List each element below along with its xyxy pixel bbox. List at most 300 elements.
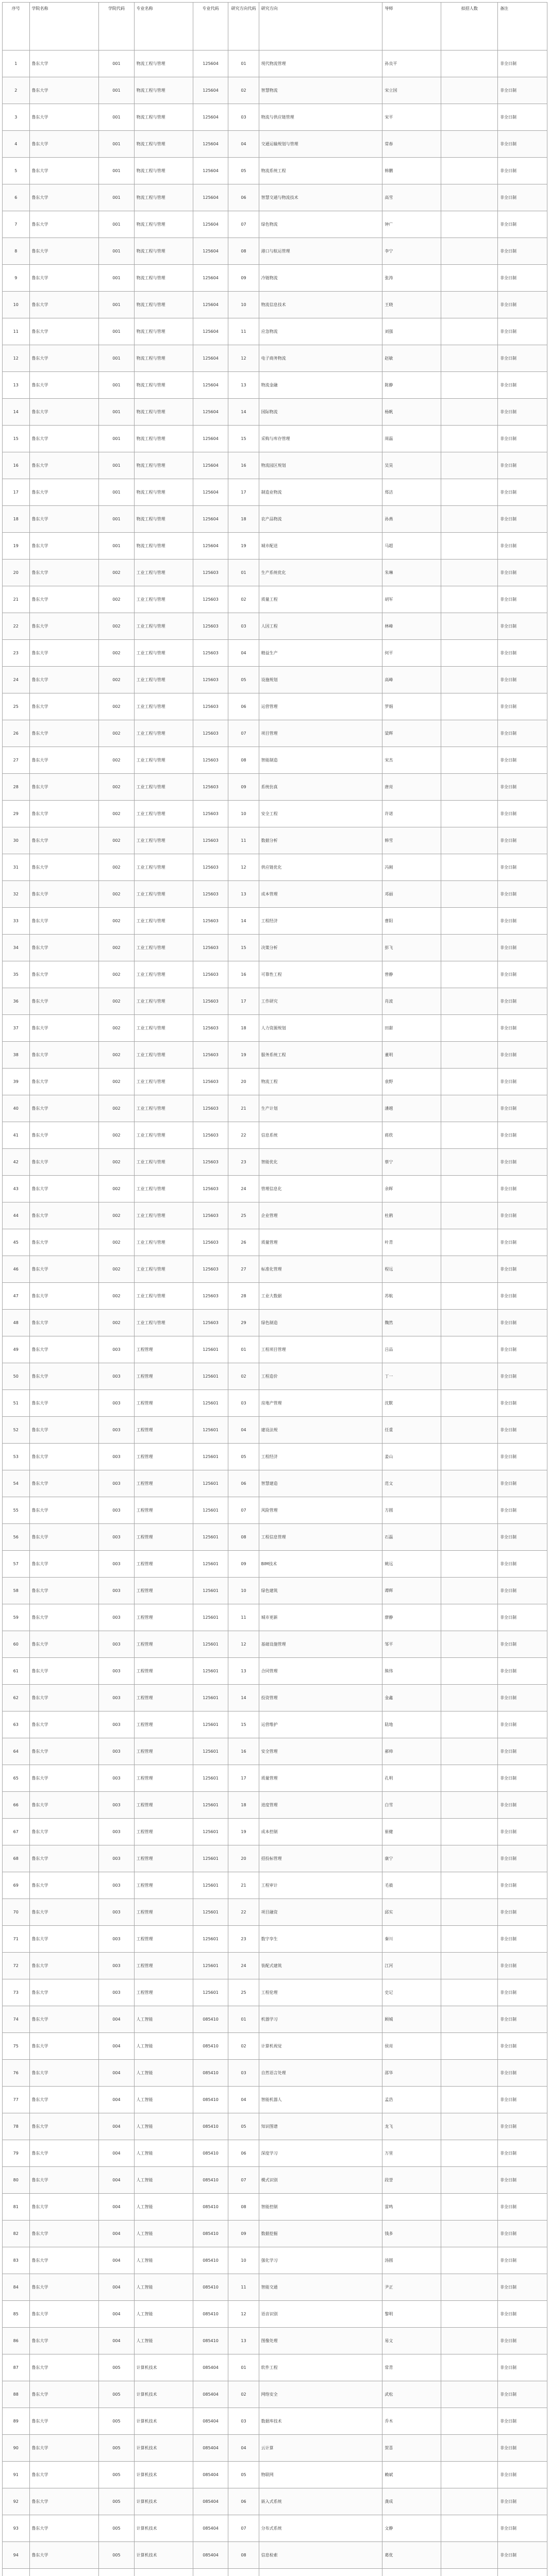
table-cell: 鲁东大学 [29, 1042, 99, 1069]
table-cell: 02 [228, 77, 259, 104]
table-cell: 鲁东大学 [29, 2194, 99, 2221]
table-cell: 工业工程与管理 [134, 667, 193, 693]
table-cell: 04 [228, 2087, 259, 2113]
table-cell: 001 [99, 533, 134, 560]
table-cell: 唐亮 [382, 774, 441, 801]
table-row [3, 881, 547, 908]
table-cell: 鲁东大学 [29, 1604, 99, 1631]
table-cell: 73 [3, 1979, 30, 2006]
table-cell: 余晖 [382, 1176, 441, 1202]
table-cell: 125603 [193, 854, 228, 881]
table-cell: 125601 [193, 1765, 228, 1792]
table-cell: 智能制造 [259, 747, 382, 774]
table-cell: 鲁东大学 [29, 2462, 99, 2488]
table-cell: 鲁东大学 [29, 801, 99, 827]
table-cell: 003 [99, 1390, 134, 1417]
table-cell: 鲁东大学 [29, 426, 99, 452]
table-cell: 07 [228, 211, 259, 238]
table-cell: 服务系统工程 [259, 1042, 382, 1069]
table-cell [441, 1042, 498, 1069]
table-cell: 鲁东大学 [29, 1470, 99, 1497]
table-cell: 125604 [193, 479, 228, 506]
table-cell: 非全日制 [498, 935, 547, 961]
table-row [3, 1953, 547, 1979]
table-cell [441, 1899, 498, 1926]
table-cell: 石磊 [382, 1524, 441, 1551]
table-cell: 125603 [193, 1202, 228, 1229]
table-row [3, 613, 547, 640]
table-cell [441, 2435, 498, 2462]
table-cell: 供应链优化 [259, 854, 382, 881]
table-cell [441, 1363, 498, 1390]
table-cell: 装配式建筑 [259, 1953, 382, 1979]
table-cell: 085410 [193, 2221, 228, 2247]
table-cell: 邵华 [382, 2060, 441, 2087]
table-cell: 03 [228, 2408, 259, 2435]
table-cell: 002 [99, 961, 134, 988]
table-cell: 工程管理 [134, 1899, 193, 1926]
table-cell: 投资管理 [259, 1685, 382, 1711]
table-cell: 物流工程与管理 [134, 452, 193, 479]
table-cell: 鲁东大学 [29, 372, 99, 399]
table-cell: 125603 [193, 747, 228, 774]
table-cell: 002 [99, 774, 134, 801]
table-row [3, 50, 547, 77]
table-cell: 张涛 [382, 265, 441, 292]
table-cell: 003 [99, 1738, 134, 1765]
table-cell: 罗娟 [382, 693, 441, 720]
table-row [3, 1336, 547, 1363]
table-row [3, 2033, 547, 2060]
table-cell: 鲁东大学 [29, 2274, 99, 2301]
table-cell: 125603 [193, 1256, 228, 1283]
table-cell: 非全日制 [498, 1336, 547, 1363]
table-cell: 1 [3, 50, 30, 77]
table-cell [441, 988, 498, 1015]
table-cell: 非全日制 [498, 1390, 547, 1417]
table-cell: 非全日制 [498, 1551, 547, 1578]
table-row [3, 1417, 547, 1444]
table-cell: 鲁东大学 [29, 827, 99, 854]
table-row [3, 747, 547, 774]
table-cell: 鲁东大学 [29, 2006, 99, 2033]
table-cell: 02 [228, 2033, 259, 2060]
table-cell: 计算机技术 [134, 2488, 193, 2515]
table-cell: 16 [228, 1738, 259, 1765]
table-cell: 鲁东大学 [29, 1551, 99, 1578]
table-row [3, 1524, 547, 1551]
table-cell: 沈默 [382, 1390, 441, 1417]
table-cell: 数据挖掘 [259, 2221, 382, 2247]
table-cell: BIM技术 [259, 1551, 382, 1578]
table-cell: 27 [228, 1256, 259, 1283]
table-cell: 125601 [193, 1685, 228, 1711]
table-cell: 鲁东大学 [29, 693, 99, 720]
column-header: 研究方向 [259, 3, 382, 50]
table-cell: 28 [228, 1283, 259, 1310]
table-cell: 89 [3, 2408, 30, 2435]
table-row [3, 560, 547, 586]
table-cell: 2 [3, 77, 30, 104]
table-cell: 非全日制 [498, 1899, 547, 1926]
table-cell: 工程管理 [134, 1363, 193, 1390]
table-cell: 绿色物流 [259, 211, 382, 238]
table-cell: 黎明 [382, 2301, 441, 2328]
table-cell: 57 [3, 1551, 30, 1578]
table-cell: 工业工程与管理 [134, 1042, 193, 1069]
table-cell: 工业工程与管理 [134, 827, 193, 854]
table-cell: 工程管理 [134, 1497, 193, 1524]
table-cell: 冷链物流 [259, 265, 382, 292]
table-cell: 37 [3, 1015, 30, 1042]
table-row [3, 2354, 547, 2381]
table-cell: 城市更新 [259, 1604, 382, 1631]
table-cell [441, 1069, 498, 1095]
table-row [3, 1926, 547, 1953]
table-cell: 机器学习 [259, 2006, 382, 2033]
table-cell: 54 [3, 1470, 30, 1497]
table-cell: 非全日制 [498, 1015, 547, 1042]
table-cell: 鲁东大学 [29, 1738, 99, 1765]
table-cell: 鲁东大学 [29, 265, 99, 292]
table-cell: 赵敏 [382, 345, 441, 372]
table-cell: 12 [228, 854, 259, 881]
table-cell: 鲁东大学 [29, 2542, 99, 2569]
table-cell: 白雪 [382, 1792, 441, 1819]
table-cell: 03 [228, 1390, 259, 1417]
table-cell: 11 [3, 318, 30, 345]
table-cell: 125601 [193, 1979, 228, 2006]
table-row [3, 2274, 547, 2301]
table-cell: 非全日制 [498, 77, 547, 104]
table-cell: 125601 [193, 1390, 228, 1417]
table-row [3, 1765, 547, 1792]
table-cell: 125604 [193, 158, 228, 184]
table-cell: 工业工程与管理 [134, 1283, 193, 1310]
table-cell: 非全日制 [498, 2140, 547, 2167]
table-cell: 05 [228, 158, 259, 184]
table-cell: 非全日制 [498, 1176, 547, 1202]
table-cell: 46 [3, 1256, 30, 1283]
table-cell: 鲁东大学 [29, 533, 99, 560]
table-cell: 125601 [193, 1604, 228, 1631]
table-cell: 非全日制 [498, 1256, 547, 1283]
table-cell: 002 [99, 1229, 134, 1256]
table-cell: 004 [99, 2140, 134, 2167]
table-cell: 物流工程与管理 [134, 184, 193, 211]
table-cell: 工业工程与管理 [134, 1015, 193, 1042]
table-cell [498, 2569, 547, 2576]
table-cell: 55 [3, 1497, 30, 1524]
table-cell: 39 [3, 1069, 30, 1095]
table-cell: 125604 [193, 345, 228, 372]
table-cell: 雷鸣 [382, 2194, 441, 2221]
table-cell: 鲁东大学 [29, 104, 99, 131]
table-cell: 125604 [193, 50, 228, 77]
table-cell: 马超 [382, 533, 441, 560]
table-cell: 鲁东大学 [29, 1631, 99, 1658]
table-cell: 姜山 [382, 1444, 441, 1470]
table-cell: 鲁东大学 [29, 2301, 99, 2328]
table-cell: 02 [228, 1363, 259, 1390]
table-cell: 125603 [193, 1283, 228, 1310]
table-row [3, 1470, 547, 1497]
table-row [3, 2542, 547, 2569]
table-cell: 孙燕 [382, 506, 441, 533]
table-cell: 125601 [193, 1631, 228, 1658]
table-cell: 5 [3, 158, 30, 184]
table-cell: 001 [99, 292, 134, 318]
table-row [3, 1256, 547, 1283]
table-cell: 常春 [382, 131, 441, 158]
table-cell: 004 [99, 2033, 134, 2060]
table-row [3, 506, 547, 533]
table-cell [441, 292, 498, 318]
table-cell: 非全日制 [498, 345, 547, 372]
table-cell: 鲁东大学 [29, 1765, 99, 1792]
table-cell: 邓丽 [382, 881, 441, 908]
table-cell: 管理信息化 [259, 1176, 382, 1202]
table-cell: 125603 [193, 827, 228, 854]
table-cell: 工程管理 [134, 1792, 193, 1819]
table-cell: 计算机技术 [134, 2462, 193, 2488]
table-cell: 人工智能 [134, 2167, 193, 2194]
table-cell: 非全日制 [498, 265, 547, 292]
table-cell [134, 2569, 193, 2576]
table-cell: 125601 [193, 1953, 228, 1979]
table-cell: 25 [3, 693, 30, 720]
table-cell [441, 2221, 498, 2247]
table-cell: 工业工程与管理 [134, 1069, 193, 1095]
table-cell: 93 [3, 2515, 30, 2542]
table-cell: 50 [3, 1363, 30, 1390]
table-cell: 王晓 [382, 292, 441, 318]
table-cell: 物流工程与管理 [134, 372, 193, 399]
table-cell [441, 2542, 498, 2569]
table-cell: 鲁东大学 [29, 2381, 99, 2408]
table-cell [441, 881, 498, 908]
table-cell: 非全日制 [498, 1845, 547, 1872]
enrollment-table [2, 2, 547, 2576]
table-cell: 17 [228, 988, 259, 1015]
table-cell [441, 1470, 498, 1497]
table-cell: 25 [228, 1979, 259, 2006]
table-cell: 085410 [193, 2194, 228, 2221]
table-cell: 许诺 [382, 801, 441, 827]
table-row [3, 265, 547, 292]
table-cell: 数字孪生 [259, 1926, 382, 1953]
table-cell: 85 [3, 2301, 30, 2328]
table-row [3, 426, 547, 452]
table-cell: 21 [228, 1095, 259, 1122]
table-cell: 非全日制 [498, 1417, 547, 1444]
table-cell: 76 [3, 2060, 30, 2087]
table-row [3, 238, 547, 265]
table-cell: 鲁东大学 [29, 184, 99, 211]
table-cell: 003 [99, 1953, 134, 1979]
table-cell: 程远 [382, 1256, 441, 1283]
table-cell: 计算机技术 [134, 2354, 193, 2381]
table-cell: 城市配送 [259, 533, 382, 560]
table-cell: 非全日制 [498, 1872, 547, 1899]
table-cell: 33 [3, 908, 30, 935]
table-row [3, 158, 547, 184]
table-cell [441, 2408, 498, 2435]
table-cell: 工业工程与管理 [134, 961, 193, 988]
table-cell [441, 158, 498, 184]
table-cell: 06 [228, 2488, 259, 2515]
table-cell: 物流金融 [259, 372, 382, 399]
table-cell: 人工智能 [134, 2328, 193, 2354]
table-cell: 001 [99, 506, 134, 533]
table-cell [441, 452, 498, 479]
table-cell: 农产品物流 [259, 506, 382, 533]
table-cell: 125604 [193, 372, 228, 399]
table-cell: 125603 [193, 667, 228, 693]
table-cell: 125603 [193, 560, 228, 586]
table-cell: 非全日制 [498, 881, 547, 908]
table-cell: 125604 [193, 211, 228, 238]
table-row [3, 1845, 547, 1872]
table-cell: 002 [99, 1176, 134, 1202]
table-cell: 鲁东大学 [29, 1524, 99, 1551]
table-cell: 工程管理 [134, 1631, 193, 1658]
table-cell: 001 [99, 77, 134, 104]
table-cell: 125604 [193, 426, 228, 452]
table-cell [441, 2167, 498, 2194]
table-cell [441, 1497, 498, 1524]
table-cell: 合同管理 [259, 1658, 382, 1685]
table-body [3, 50, 547, 2576]
table-row [3, 1658, 547, 1685]
table-cell: 董明 [382, 1042, 441, 1069]
table-cell: 003 [99, 1979, 134, 2006]
table-cell [441, 211, 498, 238]
table-cell: 国际物流 [259, 399, 382, 426]
table-cell [441, 1417, 498, 1444]
table-cell: 工程管理 [134, 1470, 193, 1497]
table-cell: 鲁东大学 [29, 2060, 99, 2087]
table-cell: 分布式系统 [259, 2515, 382, 2542]
table-row [3, 1792, 547, 1819]
table-row [3, 640, 547, 667]
table-cell: 003 [99, 1711, 134, 1738]
table-cell: 02 [228, 2381, 259, 2408]
table-cell: 12 [228, 345, 259, 372]
table-cell: 鲁东大学 [29, 1229, 99, 1256]
table-cell: 计算机技术 [134, 2381, 193, 2408]
table-cell: 江河 [382, 1953, 441, 1979]
table-cell [441, 908, 498, 935]
table-cell: 13 [228, 1658, 259, 1685]
table-row [3, 801, 547, 827]
table-cell: 34 [3, 935, 30, 961]
table-cell: 数据库技术 [259, 2408, 382, 2435]
table-row [3, 292, 547, 318]
table-cell: 003 [99, 1363, 134, 1390]
table-cell: 鲁东大学 [29, 211, 99, 238]
table-cell: 69 [3, 1872, 30, 1899]
table-cell: 绿色制造 [259, 1310, 382, 1336]
table-cell: 125603 [193, 693, 228, 720]
column-header: 序号 [3, 3, 30, 50]
table-cell: 强化学习 [259, 2247, 382, 2274]
table-cell: 26 [3, 720, 30, 747]
table-cell: 智能机器人 [259, 2087, 382, 2113]
table-cell: 09 [228, 1551, 259, 1578]
table-cell: 非全日制 [498, 693, 547, 720]
table-cell [441, 1310, 498, 1336]
table-cell: 08 [228, 1524, 259, 1551]
table-cell: 003 [99, 1604, 134, 1631]
table-cell [441, 372, 498, 399]
table-cell: 003 [99, 1497, 134, 1524]
table-cell: 125603 [193, 774, 228, 801]
table-cell: 125603 [193, 935, 228, 961]
table-cell: 语音识别 [259, 2301, 382, 2328]
table-cell: 125604 [193, 184, 228, 211]
table-cell: 003 [99, 1631, 134, 1658]
table-cell: 085410 [193, 2167, 228, 2194]
table-cell: 23 [3, 640, 30, 667]
table-cell: 003 [99, 1336, 134, 1363]
table-cell: 002 [99, 560, 134, 586]
table-cell: 文静 [382, 2515, 441, 2542]
table-cell: 004 [99, 2194, 134, 2221]
table-cell: 125604 [193, 104, 228, 131]
table-cell: 非全日制 [498, 372, 547, 399]
table-cell: 085410 [193, 2140, 228, 2167]
table-cell: 125604 [193, 318, 228, 345]
table-cell: 鲁东大学 [29, 1256, 99, 1283]
table-cell: 鲁东大学 [29, 1122, 99, 1149]
table-cell: 002 [99, 747, 134, 774]
table-cell: 非全日制 [498, 2542, 547, 2569]
table-row [3, 104, 547, 131]
table-cell: 41 [3, 1122, 30, 1149]
table-cell: 物流信息技术 [259, 292, 382, 318]
table-row [3, 1604, 547, 1631]
table-cell: 成本控制 [259, 1819, 382, 1845]
table-cell: 非全日制 [498, 1658, 547, 1685]
table-row [3, 586, 547, 613]
table-cell: 工业工程与管理 [134, 560, 193, 586]
table-cell: 01 [228, 50, 259, 77]
table-cell: 现代物流管理 [259, 50, 382, 77]
table-cell: 物流园区规划 [259, 452, 382, 479]
table-cell [441, 1738, 498, 1765]
table-cell: 32 [3, 881, 30, 908]
table-cell: 125601 [193, 1738, 228, 1765]
table-cell: 12 [3, 345, 30, 372]
table-cell: 鲁东大学 [29, 854, 99, 881]
table-cell: 工程管理 [134, 1685, 193, 1711]
table-cell: 网络安全 [259, 2381, 382, 2408]
table-cell [441, 238, 498, 265]
table-cell: 常青 [382, 2354, 441, 2381]
table-cell: 非全日制 [498, 184, 547, 211]
table-cell: 06 [228, 184, 259, 211]
table-row [3, 372, 547, 399]
table-cell: 20 [3, 560, 30, 586]
table-cell: 29 [228, 1310, 259, 1336]
table-cell: 085410 [193, 2328, 228, 2354]
table-cell: 鲁东大学 [29, 560, 99, 586]
table-row [3, 1015, 547, 1042]
table-cell: 67 [3, 1819, 30, 1845]
table-cell: 工业工程与管理 [134, 1229, 193, 1256]
table-cell: 工程管理 [134, 1979, 193, 2006]
